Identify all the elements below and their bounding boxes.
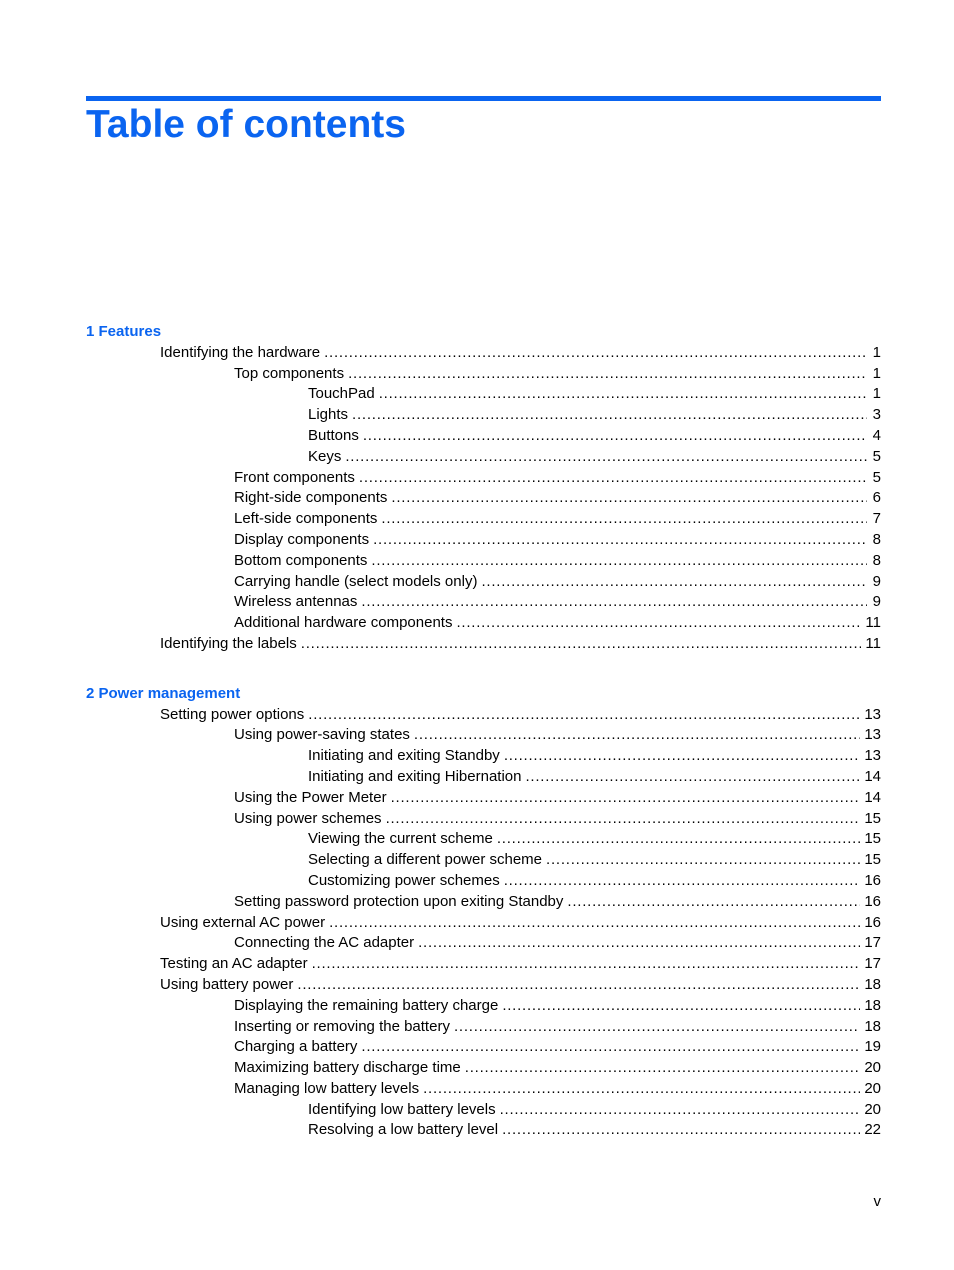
toc-entry-page: 9 xyxy=(872,593,881,611)
dot-leader xyxy=(386,809,861,830)
toc-entry-page: 14 xyxy=(864,788,881,806)
dot-leader xyxy=(381,509,867,530)
toc-entry[interactable] xyxy=(86,746,881,767)
dot-leader xyxy=(379,384,867,405)
toc-entry[interactable] xyxy=(86,634,881,655)
dot-leader xyxy=(312,954,861,975)
toc-entry[interactable] xyxy=(86,767,881,788)
dot-leader xyxy=(454,1017,860,1038)
dot-leader xyxy=(423,1079,860,1100)
toc-entry-title: Setting power options xyxy=(160,705,305,723)
toc-entry[interactable] xyxy=(86,788,881,809)
chapter-heading[interactable]: 2 Power management xyxy=(86,684,241,702)
toc-entry-title: Bottom components xyxy=(234,551,368,569)
toc-entry-title: Initiating and exiting Hibernation xyxy=(308,767,522,785)
toc-entry-title: Using battery power xyxy=(160,975,294,993)
toc-entry[interactable] xyxy=(86,551,881,572)
dot-leader xyxy=(481,572,867,593)
toc-entry-title: Maximizing battery discharge time xyxy=(234,1059,461,1077)
toc-entry-title: Using power schemes xyxy=(234,809,382,827)
toc-entry-page: 18 xyxy=(864,1017,881,1035)
toc-entry[interactable] xyxy=(86,1079,881,1100)
toc-entry-page: 8 xyxy=(872,551,881,569)
toc-entry[interactable] xyxy=(86,364,881,385)
dot-leader xyxy=(297,975,860,996)
toc-entry-title: Initiating and exiting Standby xyxy=(308,747,500,765)
toc-entry-title: Charging a battery xyxy=(234,1038,358,1056)
toc-entry-title: Identifying the hardware xyxy=(160,343,321,361)
toc-entry-title: Right-side components xyxy=(234,489,388,507)
toc-entry-title: Keys xyxy=(308,447,342,465)
toc-entry-title: Managing low battery levels xyxy=(234,1079,420,1097)
toc-entry-page: 15 xyxy=(864,851,881,869)
dot-leader xyxy=(352,405,867,426)
toc-entry-page: 20 xyxy=(864,1100,881,1118)
dot-leader xyxy=(391,488,867,509)
dot-leader xyxy=(456,613,861,634)
dot-leader xyxy=(391,788,861,809)
dot-leader xyxy=(567,892,860,913)
toc-entry-page: 17 xyxy=(864,934,881,952)
toc-entry[interactable] xyxy=(86,725,881,746)
toc-entry[interactable] xyxy=(86,809,881,830)
toc-entry-page: 13 xyxy=(864,705,881,723)
toc-entry[interactable] xyxy=(86,913,881,934)
toc-entry-page: 9 xyxy=(872,572,881,590)
toc-entry-title: Front components xyxy=(234,468,355,486)
toc-entry-page: 7 xyxy=(872,510,881,528)
toc-entry-title: Viewing the current scheme xyxy=(308,830,493,848)
dot-leader xyxy=(500,1100,861,1121)
dot-leader xyxy=(345,447,867,468)
toc-entry[interactable] xyxy=(86,996,881,1017)
page-title: Table of contents xyxy=(86,103,406,146)
toc-entry-page: 19 xyxy=(864,1038,881,1056)
toc-entry[interactable] xyxy=(86,933,881,954)
dot-leader xyxy=(363,426,867,447)
toc-entry[interactable] xyxy=(86,509,881,530)
dot-leader xyxy=(308,705,860,726)
dot-leader xyxy=(359,468,867,489)
toc-entry[interactable] xyxy=(86,488,881,509)
toc-entry-page: 20 xyxy=(864,1079,881,1097)
toc-entry-page: 13 xyxy=(864,726,881,744)
toc-entry-page: 14 xyxy=(864,767,881,785)
toc-entry-title: Resolving a low battery level xyxy=(308,1121,499,1139)
chapter-heading[interactable]: 1 Features xyxy=(86,323,162,340)
dot-leader xyxy=(504,746,861,767)
toc-entry[interactable] xyxy=(86,405,881,426)
toc-entry-page: 20 xyxy=(864,1059,881,1077)
toc-entry[interactable] xyxy=(86,1037,881,1058)
toc-entry[interactable] xyxy=(86,975,881,996)
toc-entry[interactable] xyxy=(86,530,881,551)
toc-entry-page: 8 xyxy=(872,530,881,548)
toc-entry[interactable] xyxy=(86,572,881,593)
dot-leader xyxy=(373,530,867,551)
toc-entry-page: 1 xyxy=(872,343,881,361)
toc-entry[interactable] xyxy=(86,447,881,468)
toc-entry[interactable] xyxy=(86,1017,881,1038)
toc-entry-title: Connecting the AC adapter xyxy=(234,934,415,952)
toc-entry-title: Customizing power schemes xyxy=(308,871,500,889)
dot-leader xyxy=(371,551,867,572)
toc-entry-page: 5 xyxy=(872,447,881,465)
toc-entry-title: Left-side components xyxy=(234,510,378,528)
toc-entry[interactable] xyxy=(86,871,881,892)
dot-leader xyxy=(329,913,860,934)
toc-entry-title: TouchPad xyxy=(308,385,375,403)
toc-entry[interactable] xyxy=(86,1058,881,1079)
toc-entry-title: Using power-saving states xyxy=(234,726,410,744)
toc-entry-page: 5 xyxy=(872,468,881,486)
toc-entry[interactable] xyxy=(86,468,881,489)
dot-leader xyxy=(414,725,860,746)
toc-entry-page: 11 xyxy=(865,614,881,632)
toc-entry-title: Using the Power Meter xyxy=(234,788,387,806)
dot-leader xyxy=(361,1037,860,1058)
toc-entry[interactable] xyxy=(86,1100,881,1121)
dot-leader xyxy=(324,343,867,364)
toc-entry[interactable] xyxy=(86,829,881,850)
toc-entry[interactable] xyxy=(86,384,881,405)
toc-entry-title: Testing an AC adapter xyxy=(160,955,308,973)
toc-entry[interactable] xyxy=(86,1120,881,1141)
toc-entry-title: Display components xyxy=(234,530,370,548)
dot-leader xyxy=(418,933,860,954)
page-number: v xyxy=(873,1193,881,1210)
toc-entry-title: Lights xyxy=(308,406,349,424)
dot-leader xyxy=(502,996,860,1017)
toc-entry-page: 3 xyxy=(872,406,881,424)
toc-entry-page: 15 xyxy=(864,830,881,848)
toc-entry[interactable] xyxy=(86,705,881,726)
table-of-contents xyxy=(86,322,881,1141)
dot-leader xyxy=(301,634,862,655)
dot-leader xyxy=(465,1058,861,1079)
dot-leader xyxy=(497,829,860,850)
toc-entry-page: 13 xyxy=(864,747,881,765)
dot-leader xyxy=(348,364,867,385)
toc-entry-title: Using external AC power xyxy=(160,913,326,931)
toc-entry-title: Top components xyxy=(234,364,345,382)
dot-leader xyxy=(502,1120,860,1141)
toc-entry-title: Displaying the remaining battery charge xyxy=(234,996,499,1014)
toc-entry-title: Identifying the labels xyxy=(160,634,297,652)
toc-entry-page: 18 xyxy=(864,975,881,993)
toc-entry-page: 1 xyxy=(872,364,881,382)
toc-entry-title: Setting password protection upon exiting Standby xyxy=(234,892,564,910)
toc-entry-page: 16 xyxy=(864,892,881,910)
toc-entry[interactable] xyxy=(86,592,881,613)
toc-entry-page: 16 xyxy=(864,871,881,889)
toc-entry-title: Wireless antennas xyxy=(234,593,358,611)
toc-entry-title: Inserting or removing the battery xyxy=(234,1017,450,1035)
toc-entry[interactable] xyxy=(86,892,881,913)
toc-entry[interactable] xyxy=(86,613,881,634)
toc-entry-title: Identifying low battery levels xyxy=(308,1100,496,1118)
toc-entry-title: Carrying handle (select models only) xyxy=(234,572,478,590)
dot-leader xyxy=(546,850,860,871)
toc-entry-page: 1 xyxy=(872,385,881,403)
toc-entry-page: 16 xyxy=(864,913,881,931)
toc-entry-page: 4 xyxy=(872,426,881,444)
dot-leader xyxy=(504,871,861,892)
dot-leader xyxy=(525,767,860,788)
toc-entry-title: Additional hardware components xyxy=(234,614,453,632)
toc-entry-page: 17 xyxy=(864,955,881,973)
toc-entry-page: 15 xyxy=(864,809,881,827)
toc-entry-page: 22 xyxy=(864,1121,881,1139)
toc-entry-title: Selecting a different power scheme xyxy=(308,851,543,869)
toc-entry[interactable] xyxy=(86,343,881,364)
toc-entry-page: 11 xyxy=(865,634,881,652)
toc-entry[interactable] xyxy=(86,850,881,871)
toc-entry-page: 6 xyxy=(872,489,881,507)
toc-entry[interactable] xyxy=(86,426,881,447)
toc-entry-page: 18 xyxy=(864,996,881,1014)
toc-entry[interactable] xyxy=(86,954,881,975)
dot-leader xyxy=(361,592,867,613)
toc-entry-title: Buttons xyxy=(308,426,359,444)
